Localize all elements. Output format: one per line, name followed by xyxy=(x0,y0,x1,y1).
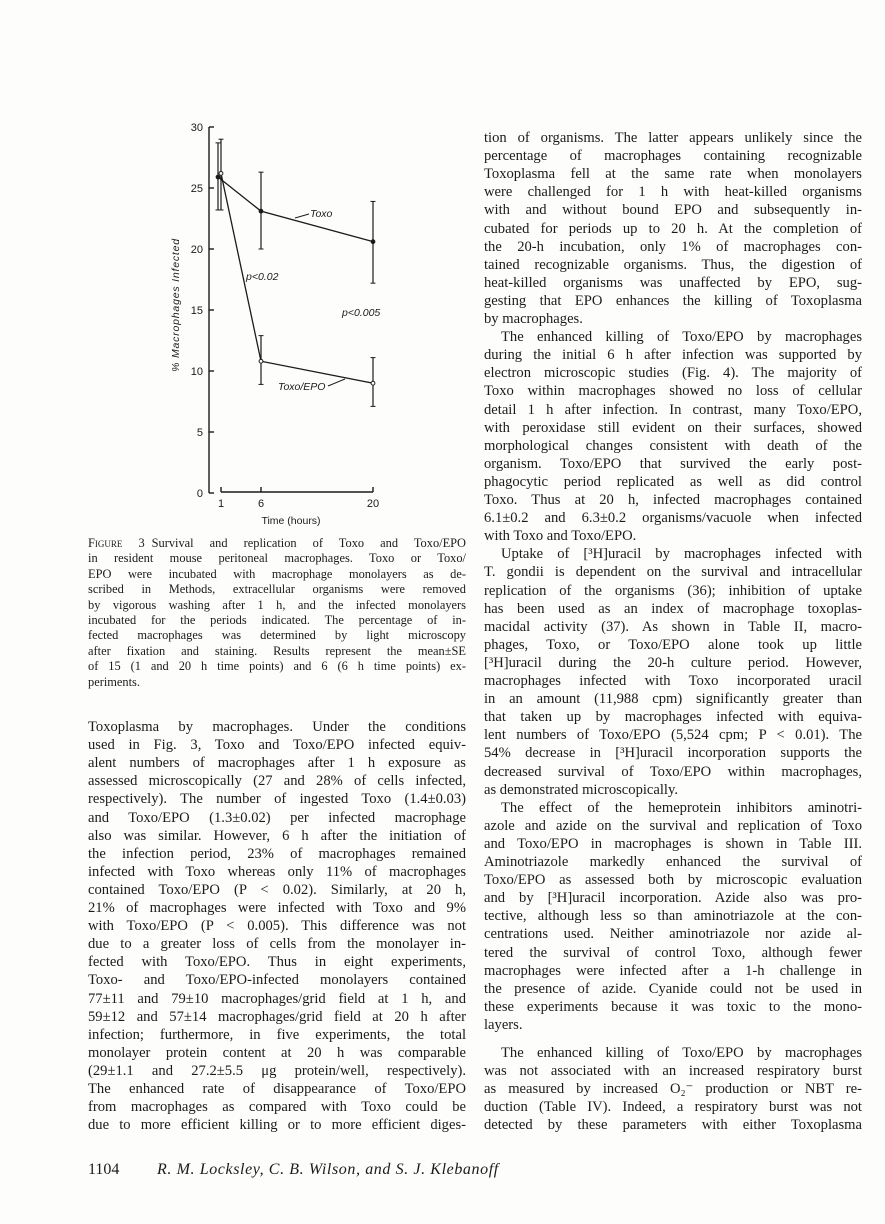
text-line: 77±11 and 79±10 macrophages/grid field at 1 h, and xyxy=(88,990,466,1007)
text-line: centrations used. Neither aminotriazole nor azide al- xyxy=(484,926,862,943)
text-line: The enhanced rate of disappearance of Toxo/EPO xyxy=(88,1081,466,1097)
text-line: macrophages infected with Toxo incorporated uracil xyxy=(484,673,862,689)
caption-line: fected macrophages was determined by light microscopy xyxy=(88,628,466,643)
text-line: Toxo/EPO as assessed both by microscopic evaluation xyxy=(484,872,862,889)
text-line: due to a greater loss of cells from the monolayer in- xyxy=(88,936,466,953)
text-line: the presence of azide. Cyanide could not be used in xyxy=(484,980,862,997)
y-tick-label: 5 xyxy=(196,427,203,439)
text-line: tective, although less so than aminotriazole at the con- xyxy=(484,908,862,925)
text-line: Aminotriazole markedly enhanced the survival of xyxy=(484,854,862,870)
y-tick-label: 15 xyxy=(190,305,203,317)
text-line: The effect of the hemeprotein inhibitors aminotri- xyxy=(501,799,862,816)
page-number: 1104 xyxy=(88,1161,120,1178)
text-line: macrophages were infected after a 1-h challenge in xyxy=(484,962,862,979)
text-line: replication of the organisms (36); inhibition of uptake xyxy=(484,582,862,599)
text-line: The enhanced killing of Toxo/EPO by macrophages xyxy=(501,329,862,346)
running-authors: R. M. Locksley, C. B. Wilson, and S. J. Klebanoff xyxy=(157,1161,499,1178)
text-line: with peroxidase still evident on their surfaces, showed xyxy=(484,419,862,436)
text-line: with and without bound EPO and subsequently in- xyxy=(484,202,862,219)
text-line: duction (Table IV). Indeed, a respiratory burst was not xyxy=(484,1099,862,1116)
label-arrow xyxy=(328,379,345,386)
text-line: Toxoplasma by macrophages. Under the conditions xyxy=(88,719,466,735)
text-line: during the initial 6 h after infection was supported by xyxy=(484,347,862,364)
text-line: Toxo. Thus at 20 h, infected macrophages contained xyxy=(484,492,862,508)
series-line-toxo xyxy=(218,177,373,242)
data-point xyxy=(216,175,220,179)
data-point xyxy=(259,359,263,363)
text-line: and Toxo/EPO in macrophages is shown in Table III. xyxy=(484,835,862,852)
text-line: the 20-h incubation, only 1% of macrophages con- xyxy=(484,238,862,255)
text-line: decreased survival of Toxo/EPO within macrophages, xyxy=(484,763,862,780)
text-line: assessed microscopically (27 and 28% of cells infected, xyxy=(88,773,466,790)
data-point xyxy=(371,240,375,244)
caption-text: Survival and replication of Toxo and Toxo/EPO xyxy=(151,536,466,550)
text-line: T. gondii is dependent on the survival and intracellular xyxy=(484,564,862,581)
text-line: tered the survival of control Toxo, although fewer xyxy=(484,944,862,961)
text-line: monolayer protein content at 20 h was comparable xyxy=(88,1044,466,1061)
caption-line: EPO were incubated with macrophage monolayers as de- xyxy=(88,566,466,581)
caption-line: scribed in Methods, extracellular organisms were removed xyxy=(88,582,466,597)
text-line: in an amount (11,988 cpm) significantly greater than xyxy=(484,691,862,708)
text-line: lent numbers of Toxo/EPO (5,524 cpm; P < 0.01). The xyxy=(484,727,862,744)
text-line: Toxoplasma fell at the same rate when monolayers xyxy=(484,166,862,183)
text-line: fected with Toxo/EPO. Thus in eight experiments, xyxy=(88,954,466,971)
text-line: organism. Toxo/EPO that survived the early post- xyxy=(484,455,862,472)
text-line: used in Fig. 3, Toxo and Toxo/EPO infected equiv- xyxy=(88,737,466,754)
text-line: 6.1±0.2 and 6.3±0.2 organisms/vacuole when infected xyxy=(484,510,862,527)
text-line: with Toxo/EPO (P < 0.005). This difference was not xyxy=(88,918,466,935)
text-line: was not associated with an increased respiratory burst xyxy=(484,1063,862,1080)
text-line: infection; furthermore, in five experiments, the total xyxy=(88,1026,466,1043)
text-line: tained recognizable organisms. Thus, the digestion of xyxy=(484,256,862,273)
data-point xyxy=(259,209,263,213)
text-line: [³H]uracil during the 20-h culture period. However, xyxy=(484,654,862,671)
text-line: cubated for periods up to 20 h. At the completion of xyxy=(484,220,862,237)
text-line: Toxo within macrophages showed no loss of cellular xyxy=(484,383,862,400)
y-axis-label: % Macrophages Infected xyxy=(170,238,182,372)
x-tick-label: 6 xyxy=(257,498,265,510)
text-line: 59±12 and 57±14 macrophages/grid field at 20 h after xyxy=(88,1008,466,1025)
label-arrow xyxy=(295,214,309,218)
data-point xyxy=(219,171,223,175)
series-label-toxo-epo: Toxo/EPO xyxy=(278,381,326,393)
text-line: and by [³H]uracil incorporation. Azide also was pro- xyxy=(484,890,862,907)
text-line: infected with Toxo whereas only 11% of macrophages xyxy=(88,863,466,880)
text-line: with Toxo and Toxo/EPO. xyxy=(484,528,637,545)
text-line: (29±1.1 and 27.2±5.5 μg protein/well, respectively). xyxy=(88,1062,466,1079)
text-line: were challenged for 1 h with heat-killed organisms xyxy=(484,184,862,201)
figure-label: Figure 3 xyxy=(88,536,145,550)
text-line: has been used as an index of macrophage toxoplas- xyxy=(484,600,862,617)
text-line: contained Toxo/EPO (P < 0.02). Similarly, at 20 h, xyxy=(88,881,466,898)
caption-line: in resident mouse peritoneal macrophages. Toxo or Toxo/ xyxy=(88,551,466,566)
text-line: detected by these parameters with either Toxoplasma xyxy=(484,1117,862,1134)
text-line: tion of organisms. The latter appears unlikely since the xyxy=(484,130,862,146)
x-axis-label: Time (hours) xyxy=(261,515,321,527)
text-line: detail 1 h after infection. In contrast, many Toxo/EPO, xyxy=(484,401,862,418)
x-tick-label: 20 xyxy=(366,498,380,510)
caption-line: of 15 (1 and 20 h time points) and 6 (6 h time points) ex- xyxy=(88,659,466,674)
text-line: Uptake of [³H]uracil by macrophages infected with xyxy=(501,546,862,563)
text-line: Toxo- and Toxo/EPO-infected monolayers contained xyxy=(88,972,466,989)
y-tick-label: 30 xyxy=(190,122,203,134)
text-line: alent numbers of macrophages after 1 h exposure as xyxy=(88,755,466,772)
text-line: the infection period, 23% of macrophages remained xyxy=(88,845,466,862)
text-line: respectively). The number of ingested Toxo (1.4±0.03) xyxy=(88,791,466,808)
text-line: due to more efficient killing or to more efficient diges- xyxy=(88,1117,466,1134)
significance-annotation: p<0.02 xyxy=(246,271,279,283)
caption-line xyxy=(88,536,466,551)
text-line: gesting that EPO enhances the killing of Toxoplasma xyxy=(484,292,862,309)
text-line: that taken up by macrophages infected with equiva- xyxy=(484,709,862,726)
text-line: also was similar. However, 6 h after the initiation of xyxy=(88,827,466,844)
text-line: morphological changes consistent with death of the xyxy=(484,437,862,454)
text-line: The enhanced killing of Toxo/EPO by macrophages xyxy=(501,1045,862,1061)
y-tick-label: 0 xyxy=(196,488,203,500)
y-tick-label: 25 xyxy=(190,183,203,195)
caption-line: incubated for the periods indicated. The percentage of in- xyxy=(88,613,466,627)
significance-annotation: p<0.005 xyxy=(342,307,381,319)
caption-line: by vigorous washing after 1 h, and the infected monolayers xyxy=(88,597,466,612)
text-line: from macrophages as compared with Toxo could be xyxy=(88,1099,466,1116)
text-line: as demonstrated microscopically. xyxy=(484,781,678,798)
text-line: 21% of macrophages were infected with Toxo and 9% xyxy=(88,900,466,916)
x-tick-label: 1 xyxy=(217,498,225,510)
series-line-toxo-epo xyxy=(221,173,373,383)
text-line: macidal activity (37). As shown in Table II, macro- xyxy=(484,618,862,635)
text-line: phagocytic period replicated as well as did control xyxy=(484,473,862,490)
text-line: as measured by increased O₂⁻ production or NBT re- xyxy=(484,1081,862,1098)
text-line: azole and azide on the survival and replication of Toxo xyxy=(484,817,862,834)
text-line: electron microscopic studies (Fig. 4). The majority of xyxy=(484,365,862,382)
text-line: these experiments because it was toxic to the mono- xyxy=(484,998,862,1015)
text-line: 54% decrease in [³H]uracil incorporation supports the xyxy=(484,745,862,762)
text-line: and Toxo/EPO (1.3±0.02) per infected macrophage xyxy=(88,809,466,826)
y-tick-label: 20 xyxy=(190,244,203,256)
y-tick-label: 10 xyxy=(190,366,203,378)
caption-line: periments. xyxy=(88,674,140,689)
text-line: layers. xyxy=(484,1016,523,1033)
series-label-toxo: Toxo xyxy=(310,208,333,220)
caption-line: after fixation and staining. Results represent the mean±SE xyxy=(88,643,466,658)
text-line: percentage of macrophages containing recognizable xyxy=(484,148,862,165)
text-line: heat-killed organisms was unaffected by EPO, sug- xyxy=(484,274,862,291)
data-point xyxy=(371,381,375,385)
text-line: phages, Toxo, or Toxo/EPO alone took up little xyxy=(484,636,862,653)
text-line: by macrophages. xyxy=(484,311,583,327)
